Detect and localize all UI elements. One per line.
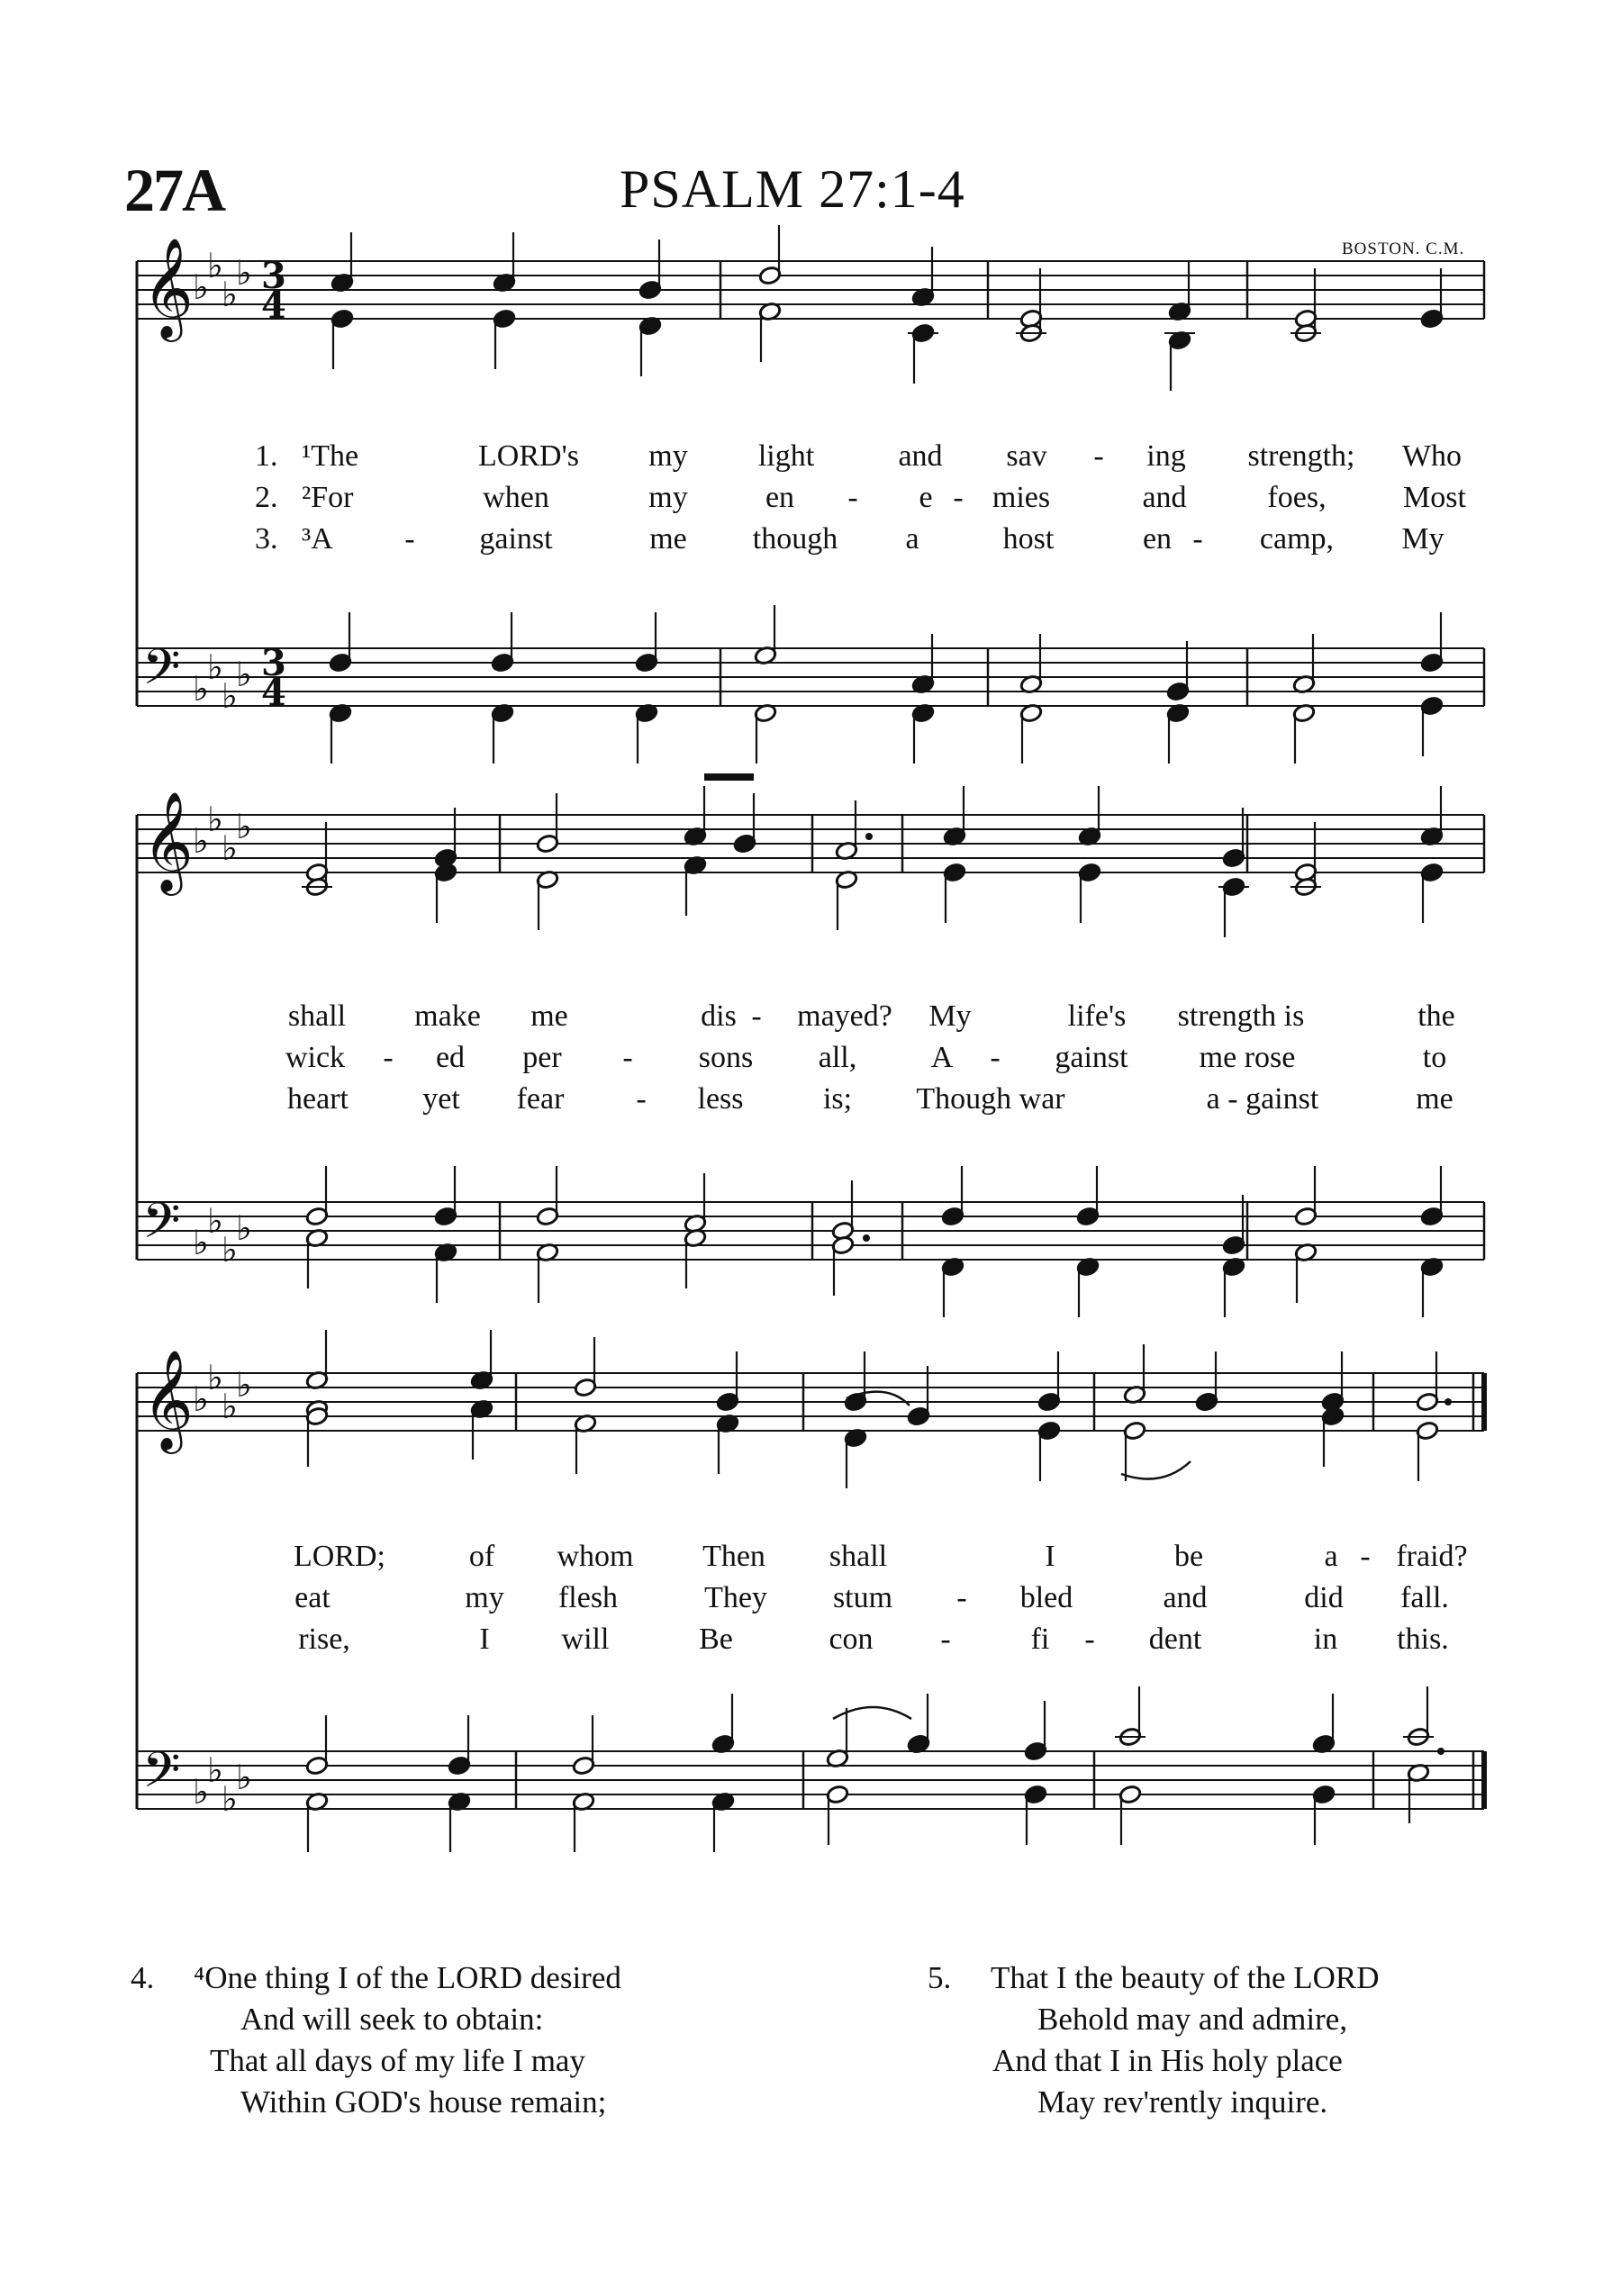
lyric-word: strength; (1247, 439, 1355, 473)
flat-sign: ♭ (236, 655, 252, 694)
flat-sign: ♭ (193, 1772, 209, 1812)
lyric-hyphen: - (1192, 522, 1203, 556)
lyric-word: mies (992, 481, 1051, 514)
lyric-hyphen: - (1084, 1623, 1095, 1656)
lyric-word: a (1324, 1540, 1338, 1573)
lyric-word: when (483, 481, 549, 514)
lyric-word: life's (1067, 999, 1127, 1033)
time-signature-bottom: 4 (261, 672, 286, 714)
verse-2-line (0, 1581, 1621, 1621)
lyric-word: con (829, 1623, 874, 1656)
stanza-4 (131, 1957, 621, 2123)
flat-sign: ♭ (207, 800, 223, 839)
verse-1-line (0, 999, 1621, 1039)
lyric-word: my (648, 439, 688, 473)
augmentation-dot (865, 833, 873, 840)
lyric-word: Most (1403, 481, 1466, 514)
lyric-word: sav (1006, 439, 1047, 473)
lyric-word: Be (699, 1623, 733, 1656)
lyric-word: eat (294, 1581, 331, 1614)
lyric-word: bled (1019, 1581, 1073, 1614)
verse-2-line (0, 1041, 1621, 1080)
augmentation-dot (1437, 1748, 1444, 1755)
lyric-word: fear (516, 1082, 565, 1116)
lyric-word: is; (822, 1082, 853, 1116)
lyric-hyphen: - (636, 1082, 647, 1116)
slur (1121, 1461, 1191, 1479)
lyric-word: my (465, 1581, 504, 1614)
lyric-word: light (757, 439, 815, 473)
lyric-word: heart (287, 1082, 349, 1116)
lyric-word: and (1142, 481, 1187, 514)
time-signature-top: 3 (261, 255, 286, 297)
flat-sign: ♭ (207, 1750, 223, 1790)
flat-sign: ♭ (222, 1387, 238, 1426)
lyric-hyphen: - (1093, 439, 1104, 473)
flat-sign: ♭ (222, 1779, 238, 1819)
lyric-word: sons (698, 1041, 754, 1074)
lyric-hyphen: - (940, 1623, 951, 1656)
lyric-word: this. (1397, 1623, 1449, 1656)
verse-3-line (0, 1623, 1621, 1662)
lyric-hyphen: - (383, 1041, 394, 1074)
lyric-hyphen: - (956, 1581, 967, 1614)
hymn-title: PSALM 27:1-4 (620, 159, 965, 219)
lyric-word: ³A (302, 522, 333, 556)
lyric-hyphen: - (751, 999, 762, 1033)
lyric-word: dis (701, 999, 737, 1033)
lyric-word: a (905, 522, 919, 556)
stanza-line: And will seek to obtain: (240, 2002, 544, 2037)
lyric-word: whom (557, 1540, 634, 1573)
lyric-word: me (530, 999, 568, 1033)
lyric-word: fall. (1400, 1581, 1449, 1614)
flat-sign: ♭ (236, 1208, 252, 1248)
lyric-word: Who (1401, 439, 1463, 473)
verse-3-line (0, 1082, 1621, 1122)
lyric-hyphen: - (847, 481, 858, 514)
flat-sign: ♭ (236, 253, 252, 293)
lyric-word: ing (1146, 439, 1186, 473)
lyric-word: mayed? (797, 999, 892, 1033)
treble-clef-icon: 𝄞 (142, 237, 194, 338)
verse-number: 3. (255, 522, 278, 556)
lyric-word: rise, (298, 1623, 350, 1656)
flat-sign: ♭ (207, 1358, 223, 1397)
lyric-word: to (1422, 1041, 1447, 1074)
lyric-word: me (649, 522, 687, 556)
stanza-line: That all days of my life I may (210, 2043, 585, 2078)
lyric-word: fraid? (1396, 1540, 1468, 1573)
stanza-5 (928, 1957, 1380, 2123)
lyric-word: LORD's (478, 439, 579, 473)
stanza-number: 5. (928, 1960, 952, 1995)
lyric-word: gainst (479, 522, 553, 556)
verse-1-line (0, 1540, 1621, 1579)
lyric-word: make (414, 999, 481, 1033)
flat-sign: ♭ (207, 1201, 223, 1241)
stanza-line: May rev'rently inquire. (1037, 2084, 1328, 2120)
flat-sign: ♭ (236, 1758, 252, 1797)
augmentation-dot (863, 1234, 870, 1242)
flat-sign: ♭ (193, 669, 209, 709)
lyric-word: me rose (1199, 1041, 1296, 1074)
flat-sign: ♭ (236, 807, 252, 846)
stanza-line: And that I in His holy place (992, 2043, 1343, 2078)
lyric-word: ¹The (302, 439, 359, 473)
stanza-line: Behold may and admire, (1037, 2002, 1348, 2037)
lyric-word: Though war (916, 1082, 1065, 1116)
stanza-line: Within GOD's house remain; (240, 2084, 607, 2120)
treble-clef-icon: 𝄞 (142, 1349, 194, 1450)
lyric-word: I (1045, 1540, 1055, 1573)
time-signature-top: 3 (261, 642, 286, 684)
augmentation-dot (1444, 1398, 1452, 1406)
lyric-word: shall (829, 1540, 888, 1573)
lyric-hyphen: - (1360, 1540, 1371, 1573)
lyric-word: My (928, 999, 972, 1033)
lyric-word: fi (1030, 1623, 1050, 1656)
lyric-word: though (752, 522, 838, 556)
flat-sign: ♭ (193, 821, 209, 861)
lyric-word: me (1416, 1082, 1453, 1116)
lyric-word: will (561, 1623, 610, 1656)
lyric-word: stum (832, 1581, 893, 1614)
flat-sign: ♭ (193, 1223, 209, 1262)
flat-sign: ♭ (222, 1230, 238, 1270)
flat-sign: ♭ (193, 1379, 209, 1419)
lyric-word: en (765, 481, 795, 514)
lyric-word: and (1163, 1581, 1208, 1614)
lyric-word: of (468, 1540, 495, 1573)
lyric-word: in (1313, 1623, 1338, 1656)
lyric-word: flesh (557, 1581, 619, 1614)
lyric-word: my (648, 481, 688, 514)
lyric-word: They (704, 1581, 767, 1614)
bass-clef-icon: 𝄢 (142, 638, 181, 708)
flat-sign: ♭ (222, 828, 238, 868)
bass-clef-icon: 𝄢 (142, 1192, 181, 1261)
flat-sign: ♭ (222, 275, 238, 314)
flat-sign: ♭ (222, 676, 238, 716)
lyric-hyphen: - (953, 481, 964, 514)
lyric-word: ed (435, 1041, 466, 1074)
lyric-word: e (919, 481, 933, 514)
stanza-number: 4. (131, 1960, 155, 1995)
tune-name: BOSTON. C.M. (1342, 240, 1465, 258)
lyric-word: wick (285, 1041, 346, 1074)
lyric-word: all, (818, 1041, 857, 1074)
lyric-word: foes, (1267, 481, 1327, 514)
lyric-word: I (479, 1623, 490, 1656)
lyric-word: shall (287, 999, 347, 1033)
verse-2-line (0, 481, 1621, 520)
verse-number: 2. (255, 481, 278, 514)
lyric-word: host (1002, 522, 1055, 556)
flat-sign: ♭ (236, 1365, 252, 1405)
time-signature-bottom: 4 (261, 285, 286, 327)
lyric-hyphen: - (622, 1041, 633, 1074)
lyric-hyphen: - (990, 1041, 1001, 1074)
lyric-word: the (1417, 999, 1455, 1033)
lyric-word: less (697, 1082, 744, 1116)
flat-sign: ♭ (207, 246, 223, 285)
lyric-word: strength is (1177, 999, 1305, 1033)
flat-sign: ♭ (193, 267, 209, 307)
flat-sign: ♭ (207, 647, 223, 687)
verse-1-line (0, 439, 1621, 479)
lyric-word: yet (422, 1082, 460, 1116)
bass-clef-icon: 𝄢 (142, 1741, 181, 1811)
lyric-word: LORD; (294, 1540, 385, 1573)
lyric-word: ²For (302, 481, 354, 514)
lyric-word: a - gainst (1206, 1082, 1319, 1116)
lyric-hyphen: - (404, 522, 415, 556)
treble-clef-icon: 𝄞 (142, 791, 194, 891)
lyric-word: My (1401, 522, 1444, 556)
lyric-word: en (1142, 522, 1173, 556)
lyric-word: did (1304, 1581, 1344, 1614)
hymn-number: 27A (124, 156, 225, 224)
lyric-word: Then (702, 1540, 765, 1573)
stanza-line: ⁴One thing I of the LORD desired (194, 1960, 621, 1995)
stanza-line: That I the beauty of the LORD (991, 1960, 1380, 1995)
lyric-word: camp, (1259, 522, 1335, 556)
lyric-word: and (898, 439, 943, 473)
verse-number: 1. (255, 439, 278, 473)
lyric-word: be (1173, 1540, 1204, 1573)
lyric-word: dent (1148, 1623, 1202, 1656)
lyric-word: per (522, 1041, 562, 1074)
lyric-word: A (930, 1041, 954, 1074)
verse-3-line (0, 522, 1621, 562)
lyric-word: gainst (1055, 1041, 1128, 1074)
tie (833, 1707, 911, 1719)
